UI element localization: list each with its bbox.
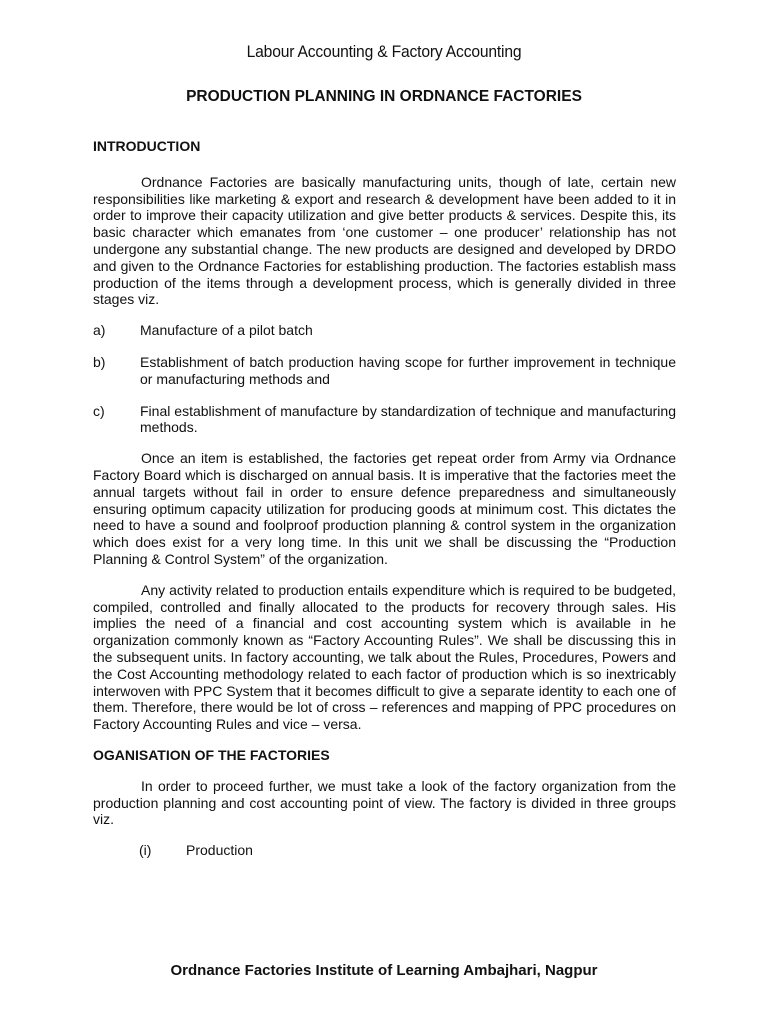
- list-item: [93, 354, 676, 388]
- list-marker: a): [93, 322, 106, 339]
- organisation-heading: OGANISATION OF THE FACTORIES: [93, 746, 330, 763]
- running-header: Labour Accounting & Factory Accounting: [246, 42, 522, 61]
- list-marker: c): [93, 402, 105, 419]
- introduction-heading: INTRODUCTION: [93, 138, 201, 154]
- list-item: [93, 842, 676, 859]
- list-item: [93, 322, 676, 339]
- paragraph-organisation: In order to proceed further, we must take a look of the factory organization from the production planning and cost accounting point of view. The factory is divided in three groups viz.: [93, 777, 676, 828]
- paragraph-production-targets: Once an item is established, the factories get repeat order from Army via Ordnance Factory Board which is discharged on annual basis. It is imperative that the factories meet the annual targets without fail in order to ensure defence preparedness and simultaneously ensuring optimum capacity utilization for producing goods at minimum cost. This dictates the need to have a sound and foolproof production planning & control system in the organization which does exist for a very long time. In this unit we shall be discussing the “Production Planning & Control System” of the organization.: [93, 450, 676, 567]
- list-marker: (i): [139, 842, 152, 859]
- page-footer: Ordnance Factories Institute of Learning Ambajhari, Nagpur: [170, 962, 598, 979]
- list-text: Establishment of batch production having scope for further improvement in technique or manufacturing methods and: [140, 353, 676, 387]
- page-title: PRODUCTION PLANNING IN ORDNANCE FACTORIES: [186, 88, 582, 105]
- list-item: [93, 403, 676, 437]
- list-marker: b): [93, 353, 106, 370]
- document-body: [93, 138, 676, 859]
- list-text: Manufacture of a pilot batch: [140, 322, 313, 339]
- intro-paragraph: Ordnance Factories are basically manufacturing units, though of late, certain new responsibilities like marketing & export and research & development have been added to it in order to improve their capacity utilization and give better products & services. Despite this, its basic character which emanates from ‘one customer – one producer’ relationship has not undergone any substantial change. The new products are designed and developed by DRDO and given to the Ordnance Factories for establishing production. The factories establish mass production of the items through a development process, which is generally divided in three stages viz.: [93, 173, 676, 308]
- list-text: Production: [186, 842, 253, 859]
- paragraph-factory-accounting: Any activity related to production entails expenditure which is required to be budgeted, compiled, controlled and finally allocated to the products for recovery through sales. His implies the need of a financial and cost accounting system which is available in he organization commonly known as “Factory Accounting Rules”. We shall be discussing this in the subsequent units. In factory accounting, we talk about the Rules, Procedures, Powers and the Cost Accounting methodology related to each factor of production which is so inextricably interwoven with PPC System that it becomes difficult to give a separate identity to each one of them. Therefore, there would be lot of cross – references and mapping of PPC procedures on Factory Accounting Rules and vice – versa.: [93, 581, 676, 733]
- list-text: Final establishment of manufacture by standardization of technique and manufacturing methods.: [140, 402, 676, 436]
